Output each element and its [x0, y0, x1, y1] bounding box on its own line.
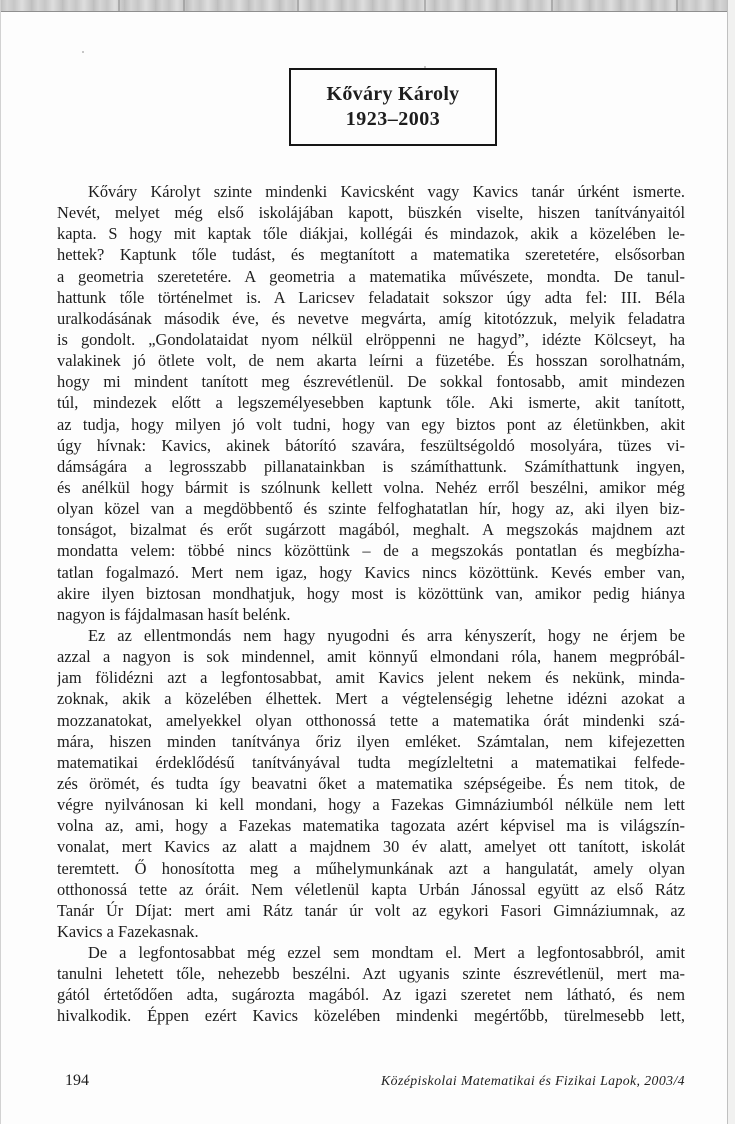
memorial-title-box: [289, 68, 497, 146]
text-line: uralkodásának második éve, és nevetve megvárta, amíg kitotózzuk, melyik feladatra: [57, 308, 685, 328]
text-line: vonalat, mert Kavics az alatt a majdnem 30 év alatt, amelyet ott tanított, iskolát: [57, 837, 685, 857]
text-line: hettek? Kaptunk tőle tudást, és megtanított a matematika szeretetére, elsősorban: [57, 245, 685, 265]
scan-artifact-right-margin: [728, 0, 735, 1124]
text-line: nagyon is fájdalmasan hasít belénk.: [57, 604, 291, 624]
paragraph: [57, 625, 685, 942]
text-line: Tanár Úr Díjat: mert ami Rátz tanár úr volt az egykori Fasori Gimnáziumnak, az: [57, 900, 685, 920]
text-line: otthonossá tette az óráit. Nem véletlenül kapta Urbán Jánossal együtt az első Rátz: [57, 879, 685, 899]
page-number: 194: [65, 1072, 89, 1089]
text-line: hivalkodik. Éppen ezért Kavics közelében mindenki megértőbb, türelmesebb lett,: [57, 1006, 685, 1026]
text-line: Kavics a Fazekasnak.: [57, 921, 199, 941]
scan-artifact-top-band: [0, 0, 735, 12]
scan-streak: [183, 0, 185, 11]
paragraph: [57, 181, 685, 625]
text-line: mozzanatokat, amelyekkel olyan otthonossá tette a matematika órát mindenki szá-: [57, 710, 685, 730]
obituary-article: [57, 181, 685, 1027]
memorial-years: 1923–2003: [345, 108, 441, 130]
text-line: tanulni lehetett tőle, nehezebb beszélni. Azt ugyanis szinte észrevétlenül, mert ma-: [57, 964, 685, 984]
text-line: Ez az ellentmondás nem hagy nyugodni és arra kényszerít, hogy ne érjem be: [88, 625, 685, 645]
text-line: végre nyilvánosan ki kell mondani, hogy a Fazekas Gimnáziumból nélküle nem lett: [57, 795, 685, 815]
scan-artifact-right-line: [727, 0, 728, 1124]
text-line: valakinek jó ötlete volt, de nem akarta leírni a füzetébe. És hosszan sorolhatnám,: [57, 351, 685, 371]
text-line: dámságára a legrosszabb pillanatainkban is számíthattunk. Számíthattunk ingyen,: [57, 456, 685, 476]
text-line: tatlan fogalmazó. Mert nem igaz, hogy Kavics nincs közöttünk. Kevés ember van,: [57, 562, 685, 582]
memorial-name: Kőváry Károly: [326, 83, 460, 105]
text-line: hogy mi mindent tanított meg észrevétlenül. De sokkal fontosabb, amit mindezen: [57, 372, 685, 392]
text-line: úgy hívnak: Kavics, akinek bátorító szavára, feszültségoldó mosolyára, tüzes vi-: [57, 435, 685, 455]
text-line: is gondolt. „Gondolataidat nyom nélkül elröppenni ne hagyd”, idézte Kölcseyt, ha: [57, 329, 685, 349]
text-line: túl, mindezek előtt a legszemélyesebben kaptunk tőle. Aki ismerte, akit tanított,: [57, 393, 685, 413]
paragraph: [57, 942, 685, 1027]
scan-streak: [676, 0, 678, 11]
text-line: mondatta velem: többé nincs közöttünk – de a megszokás pontatlan és megbízha-: [57, 541, 685, 561]
text-line: matematikai érdeklődésű tanítványával tudta megízleltetni a matematikai felfede-: [57, 752, 685, 772]
text-line: azzal a nagyon is sok mindennel, amit könnyű elmondani róla, hanem megpróbál-: [57, 647, 685, 667]
text-line: De a legfontosabbat még ezzel sem mondtam el. Mert a legfontosabbról, amit: [88, 943, 685, 963]
text-line: hattunk tőle történelmet is. A Laricsev feladatait sokszor úgy adta fel: III. Béla: [57, 287, 685, 307]
text-line: olyan közel van a megdöbbentő és szinte felfoghatatlan hír, hogy az, aki ilyen biz-: [57, 499, 685, 519]
page-footer: [57, 1072, 685, 1090]
text-line: az tudja, hogy milyen jó volt tudni, hogy van egy biztos pont az életünkben, akit: [57, 414, 685, 434]
text-line: volna az, ami, hogy a Fazekas matematika tagozata azért képvisel ma is világszín-: [57, 816, 685, 836]
scan-streak: [551, 0, 553, 11]
scan-speck: [82, 51, 84, 53]
scan-artifact-left-line: [0, 0, 1, 1124]
text-line: zés örömét, és tudta így beavatni őket a matematika szépségeibe. És nem titok, de: [57, 773, 685, 793]
text-line: a geometria szeretetére. A geometria a matematika művészete, mondta. De tanul-: [57, 266, 685, 286]
text-line: gától értetődően adta, sugározta magából. Az igazi szeretet nem látható, és nem: [57, 985, 685, 1005]
text-line: és anélkül hogy bármit is szólnunk kellett volna. Nehéz erről beszélni, amikor még: [57, 477, 685, 497]
text-line: Kőváry Károlyt szinte mindenki Kavicsként vagy Kavics tanár úrként ismerte.: [88, 182, 685, 201]
text-line: kapta. S hogy mit kaptak tőle diákjai, kollégái és mindazok, akik a közelében le-: [57, 224, 685, 244]
text-line: teremtett. Ő honosította meg a műhelymunkának azt a hangulatát, amely olyan: [57, 858, 685, 878]
scan-streak: [424, 0, 426, 11]
text-line: Nevét, melyet még első iskolájában kapott, büszkén viselte, hiszen tanítványaitól: [57, 203, 685, 223]
journal-title: Középiskolai Matematikai és Fizikai Lapok, 2003/4: [381, 1073, 685, 1088]
scan-streak: [297, 0, 299, 11]
text-line: tonságot, bizalmat és erőt sugárzott magából, meghalt. A megszokás majdnem azt: [57, 520, 685, 540]
text-line: zoknak, akik a közelében élhettek. Mert a végtelenségig lehetne idézni azokat a: [57, 689, 685, 709]
text-line: jam fölidézni azt a legfontosabbat, amit Kavics jelent nekem és nekünk, minda-: [57, 668, 685, 688]
text-line: mára, hiszen minden tanítványa őriz ilyen emléket. Számtalan, nem kifejezetten: [57, 731, 685, 751]
text-line: akire ilyen biztosan mondhatjuk, hogy most is közöttünk van, amikor pedig hiánya: [57, 583, 685, 603]
scan-streak: [118, 0, 120, 11]
